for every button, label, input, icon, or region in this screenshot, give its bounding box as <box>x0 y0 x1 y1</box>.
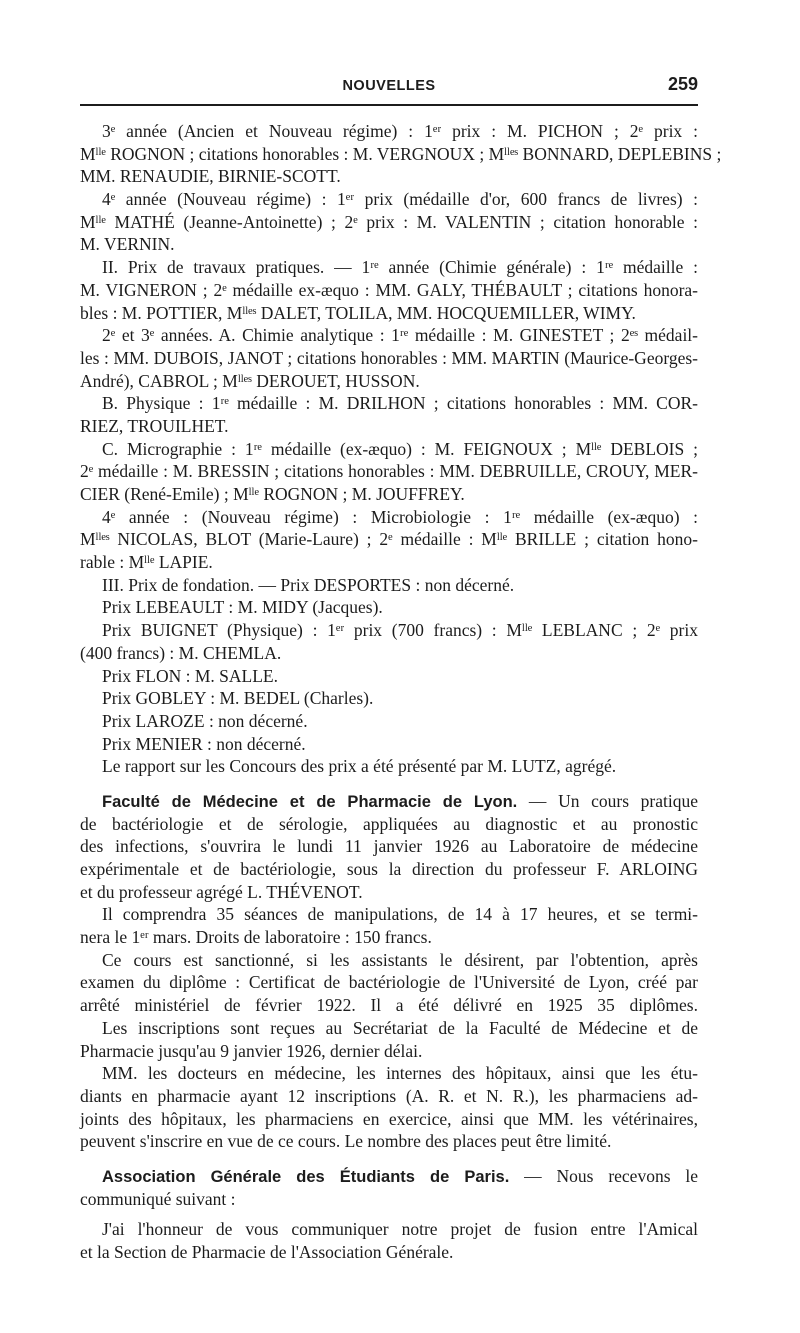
text-line: B. Physique : 1ʳᵉ médaille : M. DRILHON ; citations honorables : MM. COR- <box>102 393 698 414</box>
text-line: III. Prix de fondation. — Prix DESPORTES : non décerné. <box>102 574 515 595</box>
text-line: Prix MENIER : non décerné. <box>102 733 306 754</box>
header-rule <box>80 104 698 106</box>
text-line: CIER (René-Emile) ; Mˡˡᵉ ROGNON ; M. JOUFFREY. <box>80 484 465 504</box>
text-line: II. Prix de travaux pratiques. — 1ʳᵉ année (Chimie générale) : 1ʳᵉ médaille : <box>102 257 698 278</box>
text-line: M. VIGNERON ; 2ᵉ médaille ex-æquo : MM. GALY, THÉBAULT ; citations honora- <box>80 279 698 300</box>
text-line: Prix GOBLEY : M. BEDEL (Charles). <box>102 688 374 709</box>
text-line: rable : Mˡˡᵉ LAPIE. <box>80 552 213 573</box>
page <box>80 0 722 1333</box>
text-line: Mˡˡᵉ ROGNON ; citations honorables : M. VERGNOUX ; Mˡˡᵉˢ BONNARD, DEPLEBINS ; <box>80 143 722 164</box>
page-body <box>80 120 722 1264</box>
text-line: Mˡˡᵉˢ NICOLAS, BLOT (Marie-Laure) ; 2ᵉ médaille : Mˡˡᵉ BRILLE ; citation hono- <box>80 529 698 550</box>
text-line: expérimentale et de bactériologie, sous la direction du professeur F. ARLOING <box>80 859 698 879</box>
text-line: arrêté ministériel de février 1922. Il a été délivré en 1925 35 diplômes. <box>80 995 698 1016</box>
text-line: Prix LEBEAULT : M. MIDY (Jacques). <box>102 597 383 618</box>
text-line: RIEZ, TROUILHET. <box>80 415 229 436</box>
text-line: Ce cours est sanctionné, si les assistants le désirent, par l'obtention, après <box>102 949 698 970</box>
text-line: nera le 1ᵉʳ mars. Droits de laboratoire : 150 francs. <box>80 927 432 948</box>
paragraph-gap <box>80 1210 698 1218</box>
text-line: et la Section de Pharmacie de l'Association Générale. <box>80 1242 454 1262</box>
text-line: 2ᵉ et 3ᵉ années. A. Chimie analytique : 1ʳᵉ médaille : M. GINESTET ; 2ᵉˢ médail- <box>102 325 698 346</box>
text-line: Mˡˡᵉ MATHÉ (Jeanne-Antoinette) ; 2ᵉ prix : M. VALENTIN ; citation honorable : <box>80 211 698 232</box>
text-line: M. VERNIN. <box>80 234 175 255</box>
text-line: 4ᵉ année (Nouveau régime) : 1ᵉʳ prix (médaille d'or, 600 francs de livres) : <box>102 189 698 210</box>
running-title: NOUVELLES <box>342 78 436 94</box>
paragraph-gap <box>80 1153 698 1165</box>
text-line: communiqué suivant : <box>80 1188 236 1209</box>
text-line: C. Micrographie : 1ʳᵉ médaille (ex-æquo) : M. FEIGNOUX ; Mˡˡᵉ DEBLOIS ; <box>102 438 698 459</box>
text-line: les : MM. DUBOIS, JANOT ; citations honorables : MM. MARTIN (Maurice-Georges- <box>80 347 698 368</box>
page-number: 259 <box>667 74 698 94</box>
text-line: J'ai l'honneur de vous communiquer notre projet de fusion entre l'Amical <box>102 1219 698 1240</box>
text-line: Prix BUIGNET (Physique) : 1ᵉʳ prix (700 francs) : Mˡˡᵉ LEBLANC ; 2ᵉ prix <box>102 620 698 641</box>
text-line: 4ᵉ année : (Nouveau régime) : Microbiologie : 1ʳᵉ médaille (ex-æquo) : <box>102 506 698 527</box>
text-line: joints des hôpitaux, les pharmaciens en exercice, ainsi que MM. les vétérinaires, <box>80 1108 698 1129</box>
text-line: Il comprendra 35 séances de manipulations, de 14 à 17 heures, et se termi- <box>102 904 698 925</box>
text-line: MM. les docteurs en médecine, les internes des hôpitaux, ainsi que les étu- <box>102 1063 698 1084</box>
text-line: Association Générale des Étudiants de Paris. — Nous recevons le <box>102 1165 698 1186</box>
text-line: (400 francs) : M. CHEMLA. <box>80 642 282 663</box>
text-line: Les inscriptions sont reçues au Secrétariat de la Faculté de Médecine et de <box>102 1017 698 1038</box>
text-line: peuvent s'inscrire en vue de ce cours. Le nombre des places peut être limité. <box>80 1131 612 1152</box>
text-line: bles : M. POTTIER, Mˡˡᵉˢ DALET, TOLILA, MM. HOCQUEMILLER, WIMY. <box>80 302 636 323</box>
text-line: diants en pharmacie ayant 12 inscriptions (A. R. et N. R.), les pharmaciens ad- <box>80 1085 698 1106</box>
text-line: MM. RENAUDIE, BIRNIE-SCOTT. <box>80 166 341 187</box>
text-line: Prix FLON : M. SALLE. <box>102 665 278 686</box>
text-line: 3ᵉ année (Ancien et Nouveau régime) : 1ᵉʳ prix : M. PICHON ; 2ᵉ prix : <box>102 121 698 141</box>
text-line: Prix LAROZE : non décerné. <box>102 710 308 731</box>
text-line: de bactériologie et de sérologie, appliquées au diagnostic et au pronostic <box>80 813 698 834</box>
text-line: et du professeur agrégé L. THÉVENOT. <box>80 881 363 902</box>
text-line: Le rapport sur les Concours des prix a été présenté par M. LUTZ, agrégé. <box>102 756 617 777</box>
text-line: 2ᵉ médaille : M. BRESSIN ; citations honorables : MM. DEBRUILLE, CROUY, MER- <box>80 461 698 482</box>
text-line: des infections, s'ouvrira le lundi 11 janvier 1926 au Laboratoire de médecine <box>80 836 698 857</box>
text-line: André), CABROL ; Mˡˡᵉˢ DEROUET, HUSSON. <box>80 370 420 391</box>
text-line: examen du diplôme : Certificat de bactériologie de l'Université de Lyon, créé par <box>80 972 698 993</box>
text-line: Faculté de Médecine et de Pharmacie de Lyon. — Un cours pratique <box>102 790 698 811</box>
paragraph-gap <box>80 778 698 790</box>
page-header <box>80 74 698 104</box>
text-line: Pharmacie jusqu'au 9 janvier 1926, dernier délai. <box>80 1040 423 1061</box>
